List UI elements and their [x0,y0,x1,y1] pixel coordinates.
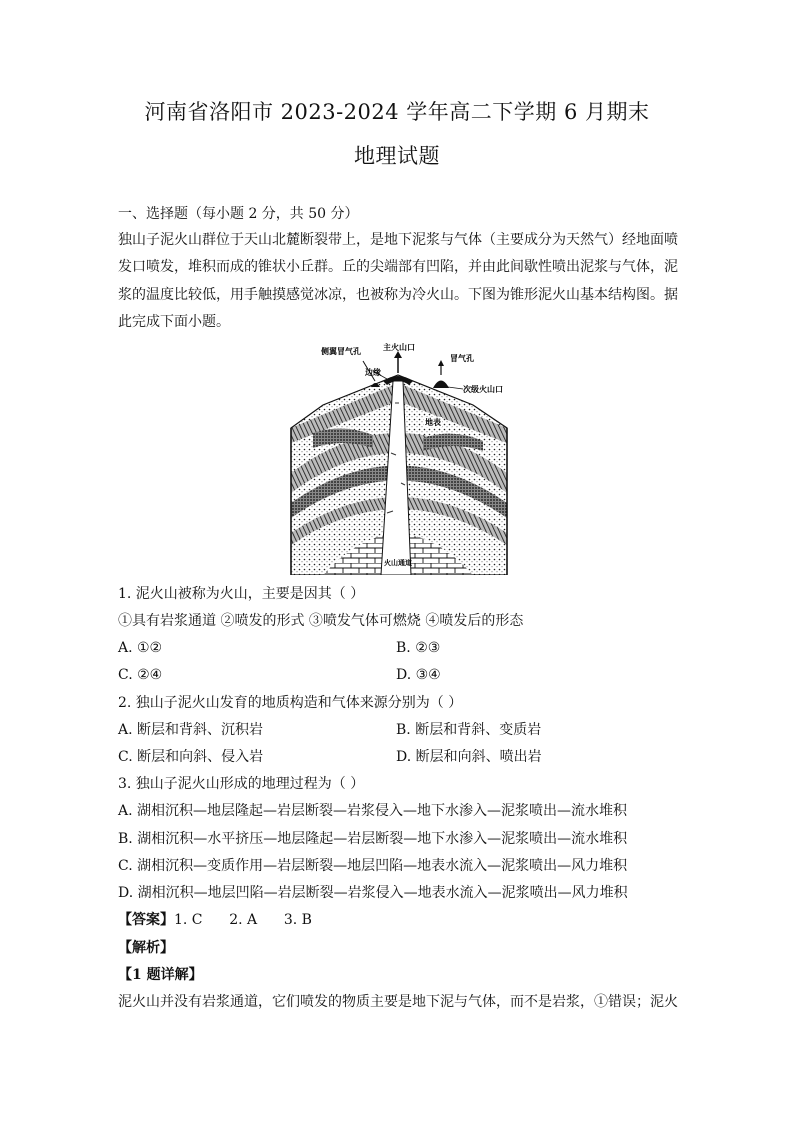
question-1-statements: ①具有岩浆通道 ②喷发的形式 ③喷发气体可燃烧 ④喷发后的形态 [118,613,524,629]
q1-analysis-heading: 【1 题详解】 [118,967,203,983]
intro-line-4: 此完成下面小题。 [118,313,230,330]
intro-line-1: 独山子泥火山群位于天山北麓断裂带上，是地下泥浆与气体（主要成分为天然气）经地面喷 [118,232,678,248]
page-title-line2: 地理试题 [354,144,440,168]
intro-line-3: 浆的温度比较低，用手触摸感觉冰凉，也被称为冷火山。下图为锥形泥火山基本结构图。据 [118,286,678,303]
answer-label: 【答案】 [118,912,174,928]
question-3-option-d: D. 湖相沉积—地层凹陷—岩层断裂—岩浆侵入—地表水流入—泥浆喷出—风力堆积 [118,885,628,901]
question-2-option-c: C. 断层和向斜、侵入岩 [118,749,264,765]
intro-paragraph [118,227,678,336]
question-1-option-b: B. ②③ [396,640,441,656]
question-3-option-c: C. 湖相沉积—变质作用—岩层断裂—地层凹陷—地表水流入—泥浆喷出—风力堆积 [118,858,628,874]
intro-line-2: 发口喷发，堆积而成的锥状小丘群。丘的尖端部有凹陷，并由此间歇性喷出泥浆与气体，泥 [118,259,678,276]
question-2-option-d: D. 断层和向斜、喷出岩 [396,749,542,765]
q1-analysis-text: 泥火山并没有岩浆通道，它们喷发的物质主要是地下泥与气体，而不是岩浆，①错误；泥火 [118,994,678,1010]
page-title-line1: 河南省洛阳市 2023-2024 学年高二下学期 6 月期末 [144,100,650,124]
label-side-vent: 侧翼冒气孔 [321,347,361,356]
question-1-stem: 1. 泥火山被称为火山，主要是因其（ ） [118,586,365,602]
question-1-option-c: C. ②④ [118,667,163,683]
mud-volcano-structure-diagram [283,343,513,575]
question-3-option-a: A. 湖相沉积—地层隆起—岩层断裂—岩浆侵入—地下水渗入—泥浆喷出—流水堆积 [118,803,628,819]
section-heading: 一、选择题（每小题 2 分，共 50 分） [118,206,359,222]
question-1-option-d: D. ③④ [396,667,441,683]
answer-text: 1. C 2. A 3. B [174,912,312,928]
question-1-option-a: A. ①② [118,640,163,656]
label-surface: 地表 [425,418,441,427]
question-2-stem: 2. 独山子泥火山发育的地质构造和气体来源分别为（ ） [118,695,463,711]
label-secondary-crater: 次级火山口 [463,385,503,394]
question-3-stem: 3. 独山子泥火山形成的地理过程为（ ） [118,776,365,792]
analysis-label: 【解析】 [118,940,174,956]
label-rim: 边缘 [365,368,381,377]
label-main-crater: 主火山口 [383,343,415,352]
question-2-option-b: B. 断层和背斜、变质岩 [396,722,542,738]
question-3-option-b: B. 湖相沉积—水平挤压—地层隆起—岩层断裂—地下水渗入—泥浆喷出—流水堆积 [118,831,628,847]
answer-row [118,910,312,930]
label-vent: 冒气孔 [450,354,474,363]
label-channel: 火山通道 [384,559,412,567]
question-2-option-a: A. 断层和背斜、沉积岩 [118,722,264,738]
